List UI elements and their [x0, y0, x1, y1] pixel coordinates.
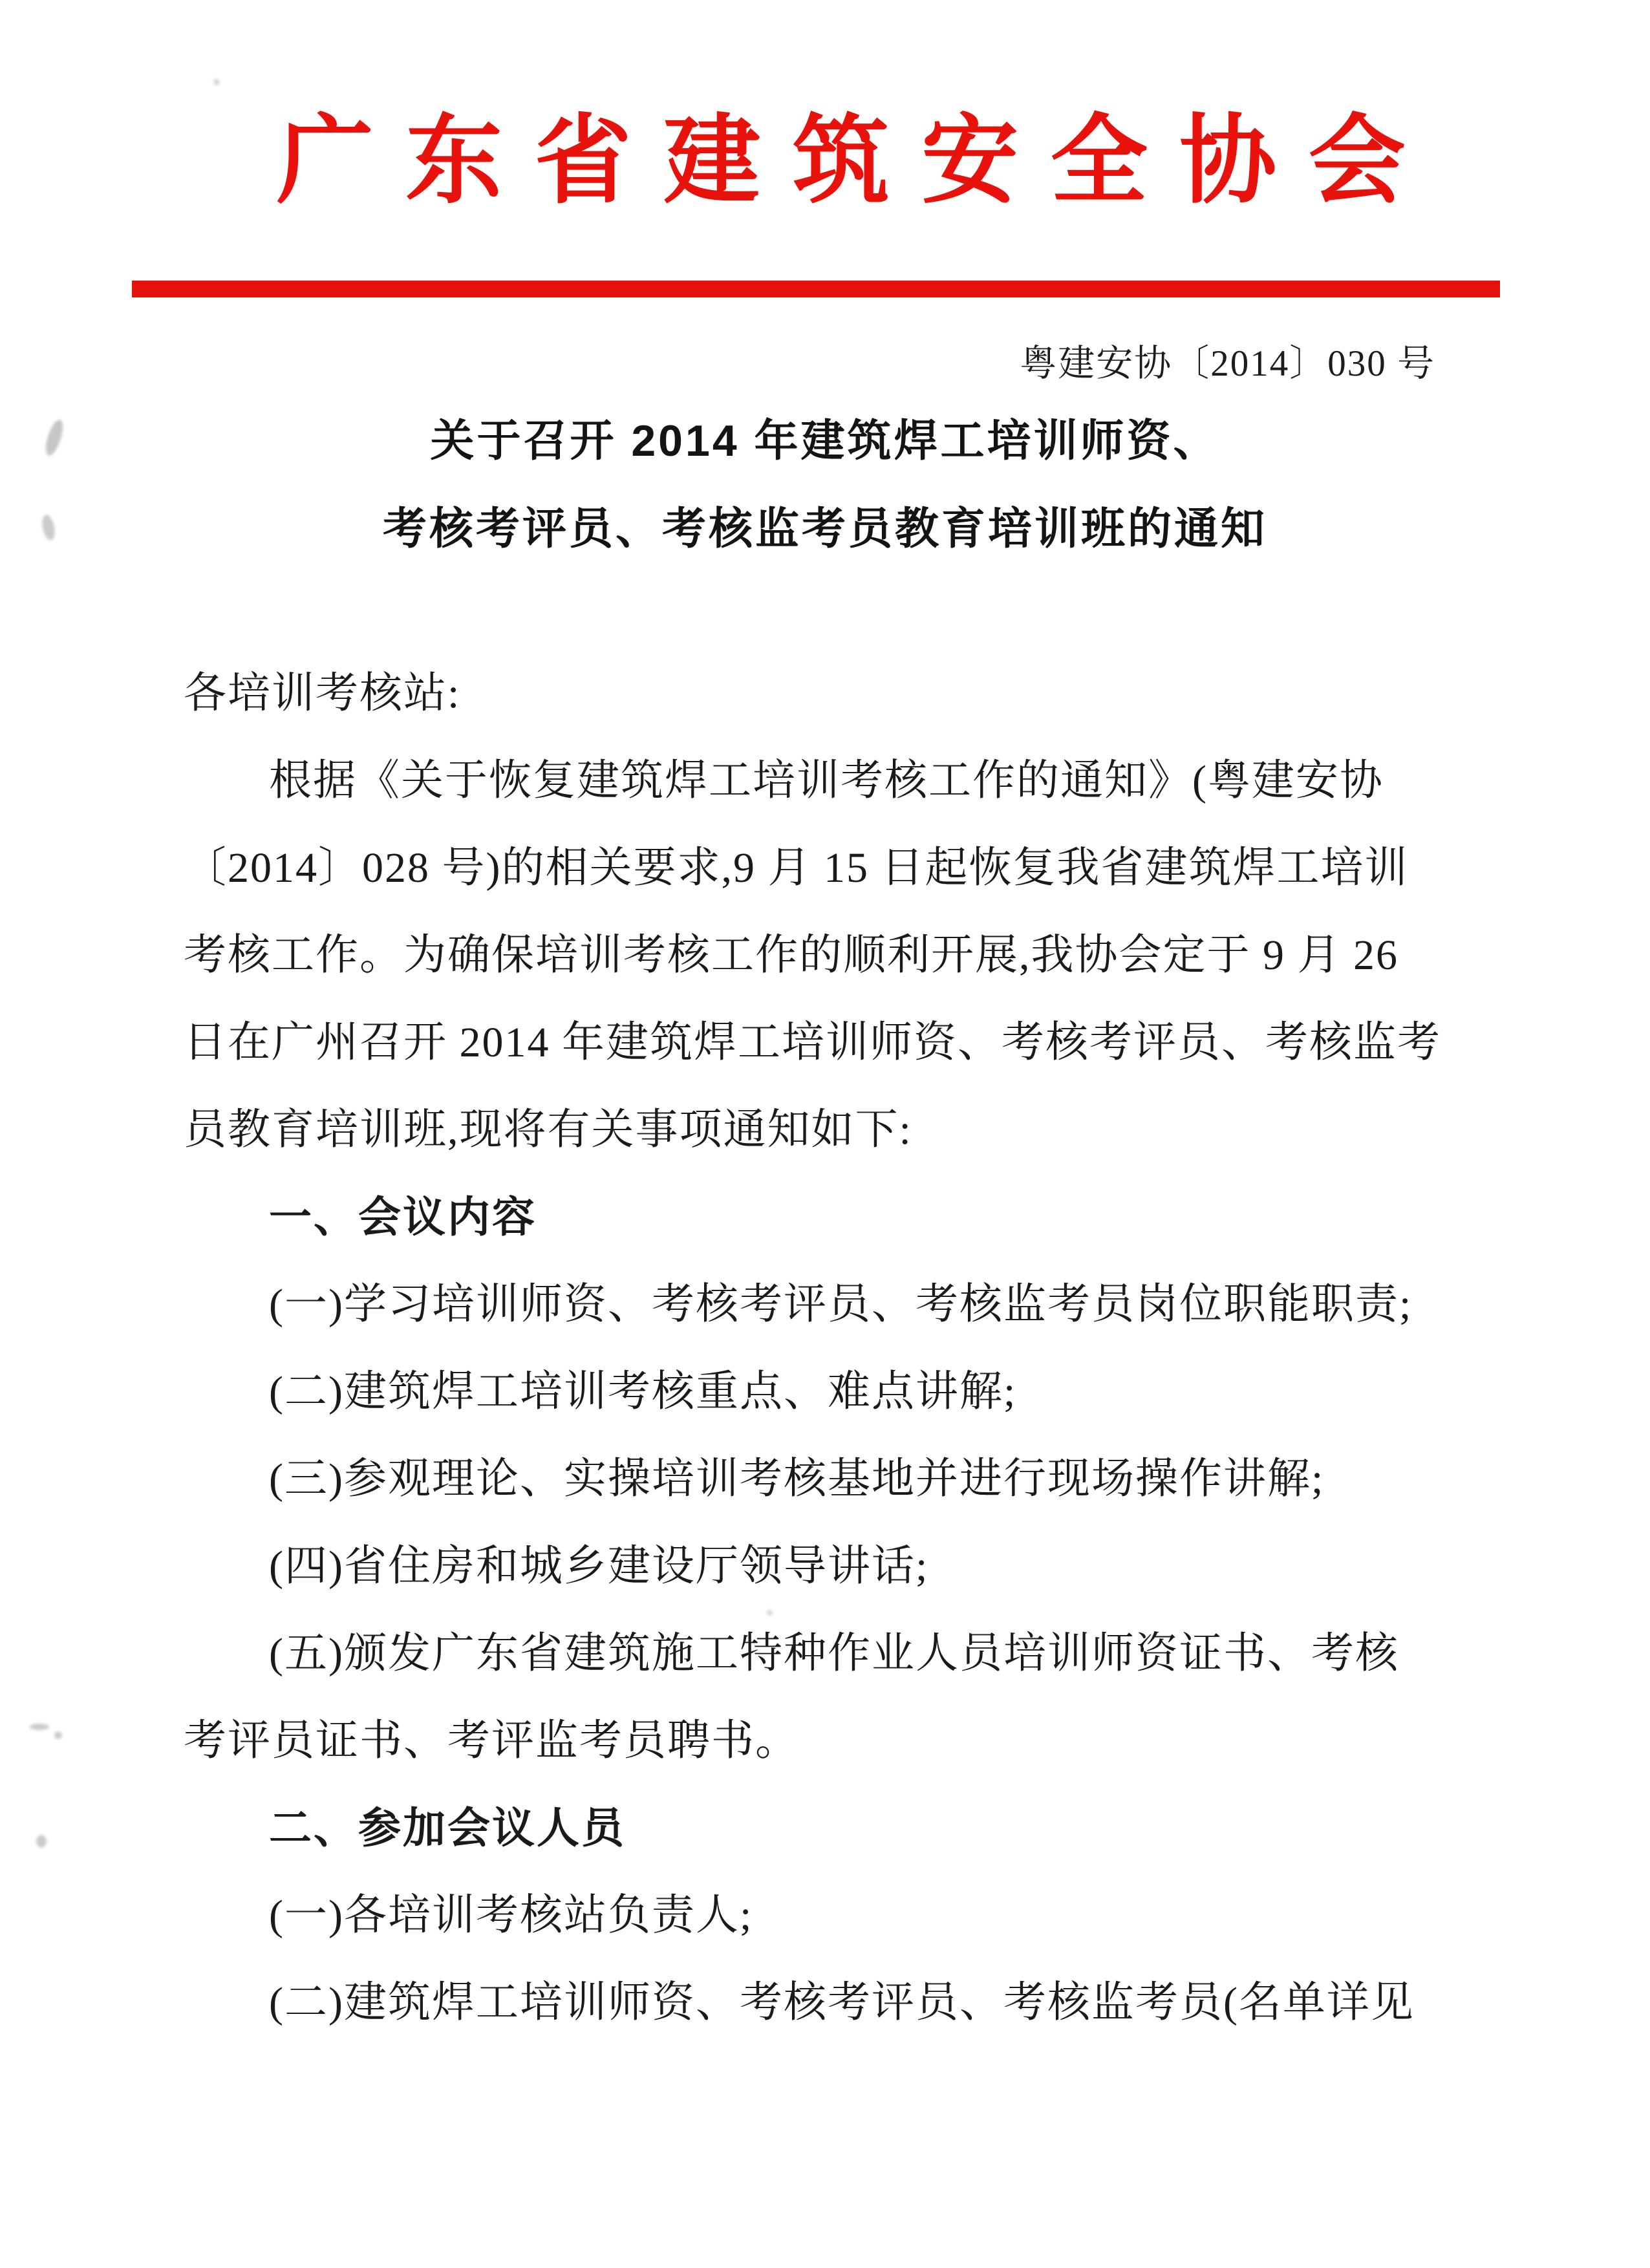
scan-speck: [30, 1724, 49, 1730]
letterhead-divider-rule: [132, 281, 1500, 297]
scan-speck: [767, 1610, 773, 1616]
body-line-salutation: 各培训考核站:: [184, 670, 461, 717]
scan-speck: [54, 1731, 62, 1739]
notice-title-line-1: 关于召开 2014 年建筑焊工培训师资、: [430, 416, 1220, 465]
body-line-item: (一)学习培训师资、考核考评员、考核监考员岗位职能职责;: [269, 1281, 1413, 1328]
document-number: 粤建安协〔2014〕030 号: [1020, 343, 1435, 384]
scan-speck: [213, 79, 220, 85]
notice-body: [184, 650, 1487, 2046]
body-line: 日在广州召开 2014 年建筑焊工培训师资、考核考评员、考核监考: [184, 1019, 1441, 1066]
scan-speck: [36, 1835, 47, 1848]
letterhead-org-title: 广东省建筑安全协会: [276, 108, 1438, 215]
body-line: 考评员证书、考评监考员聘书。: [184, 1717, 799, 1764]
section-heading-1: 一、会议内容: [269, 1193, 537, 1241]
body-line-item: (一)各培训考核站负责人;: [269, 1892, 753, 1939]
body-line-item: (二)建筑焊工培训师资、考核考评员、考核监考员(名单详见: [269, 1979, 1415, 2026]
body-line-item: (二)建筑焊工培训考核重点、难点讲解;: [269, 1368, 1017, 1415]
body-line: 员教育培训班,现将有关事项通知如下:: [184, 1106, 912, 1153]
body-line-item: (五)颁发广东省建筑施工特种作业人员培训师资证书、考核: [269, 1630, 1399, 1677]
body-line-item: (四)省住房和城乡建设厅领导讲话;: [269, 1543, 929, 1590]
section-heading-2: 二、参加会议人员: [269, 1804, 626, 1852]
body-line: 考核工作。为确保培训考核工作的顺利开展,我协会定于 9 月 26: [184, 932, 1398, 979]
notice-title-line-2: 考核考评员、考核监考员教育培训班的通知: [382, 504, 1267, 553]
body-line: 〔2014〕028 号)的相关要求,9 月 15 日起恢复我省建筑焊工培训: [184, 844, 1409, 892]
body-line-item: (三)参观理论、实操培训考核基地并进行现场操作讲解;: [269, 1455, 1325, 1503]
body-line: 根据《关于恢复建筑焊工培训考核工作的通知》(粤建安协: [269, 757, 1384, 804]
